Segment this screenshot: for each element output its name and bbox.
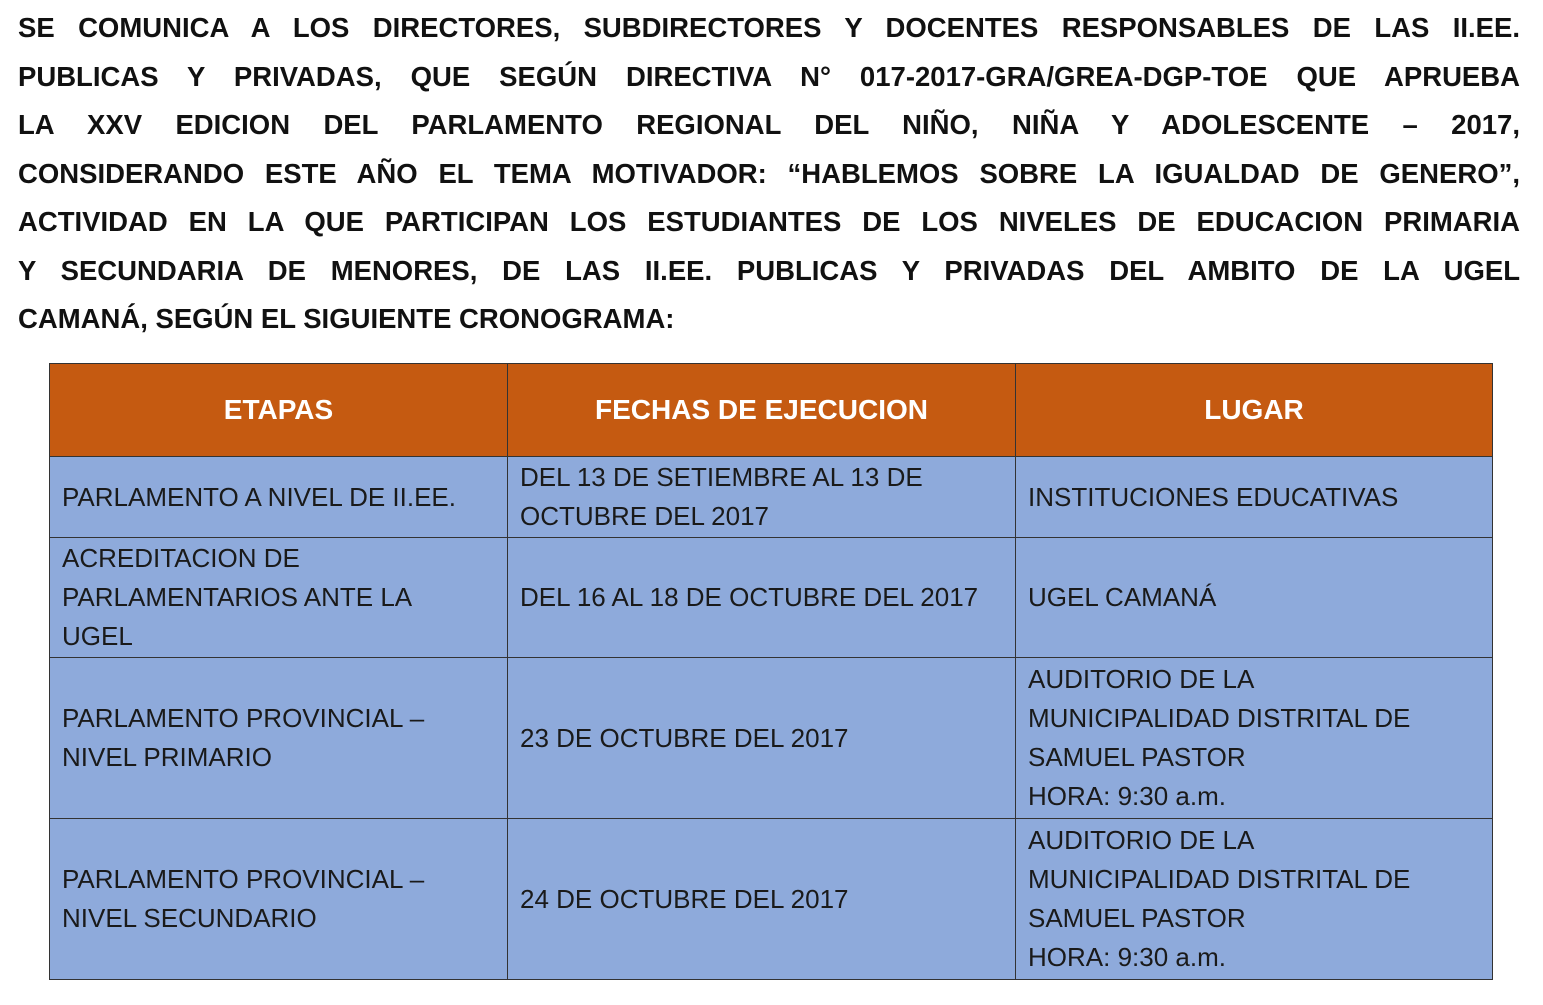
cell-fecha xyxy=(508,658,1016,819)
cell-text: NIVEL SECUNDARIO xyxy=(62,903,317,933)
cell-lugar xyxy=(1016,538,1493,658)
intro-line: CAMANÁ, SEGÚN EL SIGUIENTE CRONOGRAMA: xyxy=(18,303,675,334)
cell-text: HORA: 9:30 a.m. xyxy=(1028,942,1226,972)
cell-text: 24 DE OCTUBRE DEL 2017 xyxy=(520,883,849,914)
table-row xyxy=(50,658,1493,819)
cell-text: UGEL xyxy=(62,621,133,651)
cell-text: PARLAMENTO PROVINCIAL – xyxy=(62,703,425,733)
cell-text: DEL 13 DE SETIEMBRE AL 13 DE xyxy=(520,462,923,492)
table-row xyxy=(50,457,1493,538)
intro-line: SE COMUNICA A LOS DIRECTORES, SUBDIRECTORES Y DOCENTES RESPONSABLES DE LAS II.EE. xyxy=(18,12,1520,43)
cell-text: NIVEL PRIMARIO xyxy=(62,742,272,772)
cell-etapa xyxy=(50,819,508,980)
cell-text: UGEL CAMANÁ xyxy=(1028,582,1217,612)
cell-text: PARLAMENTARIOS ANTE LA xyxy=(62,582,413,612)
header-etapas: ETAPAS xyxy=(50,364,508,457)
header-fechas: FECHAS DE EJECUCION xyxy=(508,364,1016,457)
cell-text: SAMUEL PASTOR xyxy=(1028,742,1246,772)
cell-fecha xyxy=(508,457,1016,538)
cell-text: MUNICIPALIDAD DISTRITAL DE xyxy=(1028,864,1411,894)
table-header-row xyxy=(50,364,1493,457)
cell-text: PARLAMENTO PROVINCIAL – xyxy=(62,864,425,894)
cell-lugar xyxy=(1016,819,1493,980)
intro-line: PUBLICAS Y PRIVADAS, QUE SEGÚN DIRECTIVA N° 017-2017-GRA/GREA-DGP-TOE QUE APRUEBA xyxy=(18,60,1520,92)
cell-text: MUNICIPALIDAD DISTRITAL DE xyxy=(1028,703,1411,733)
cell-text: HORA: 9:30 a.m. xyxy=(1028,781,1226,811)
cell-etapa xyxy=(50,457,508,538)
cell-lugar xyxy=(1016,658,1493,819)
cell-text: 23 DE OCTUBRE DEL 2017 xyxy=(520,722,849,753)
cell-fecha xyxy=(508,538,1016,658)
table-row xyxy=(50,819,1493,980)
schedule-table xyxy=(49,363,1493,980)
cell-text: ACREDITACION DE xyxy=(62,543,300,573)
cell-text: AUDITORIO DE LA xyxy=(1028,664,1255,694)
cell-text: OCTUBRE DEL 2017 xyxy=(520,501,770,531)
cell-etapa xyxy=(50,538,508,658)
intro-line: LA XXV EDICION DEL PARLAMENTO REGIONAL DEL NIÑO, NIÑA Y ADOLESCENTE – 2017, xyxy=(18,109,1520,140)
cell-text: PARLAMENTO A NIVEL DE II.EE. xyxy=(62,481,456,512)
cell-etapa xyxy=(50,658,508,819)
cell-fecha xyxy=(508,819,1016,980)
table-row xyxy=(50,538,1493,658)
cell-text: AUDITORIO DE LA xyxy=(1028,825,1255,855)
intro-line: Y SECUNDARIA DE MENORES, DE LAS II.EE. PUBLICAS Y PRIVADAS DEL AMBITO DE LA UGEL xyxy=(18,254,1520,286)
cell-text: DEL 16 AL 18 DE OCTUBRE DEL 2017 xyxy=(520,582,979,612)
cell-text: INSTITUCIONES EDUCATIVAS xyxy=(1028,481,1399,512)
intro-paragraph xyxy=(18,4,1520,344)
cell-text: SAMUEL PASTOR xyxy=(1028,903,1246,933)
intro-line: CONSIDERANDO ESTE AÑO EL TEMA MOTIVADOR: “HABLEMOS SOBRE LA IGUALDAD DE GENERO”, xyxy=(18,157,1520,189)
intro-line: ACTIVIDAD EN LA QUE PARTICIPAN LOS ESTUDIANTES DE LOS NIVELES DE EDUCACION PRIMARIA xyxy=(18,206,1520,237)
header-lugar: LUGAR xyxy=(1016,364,1493,457)
cell-lugar xyxy=(1016,457,1493,538)
